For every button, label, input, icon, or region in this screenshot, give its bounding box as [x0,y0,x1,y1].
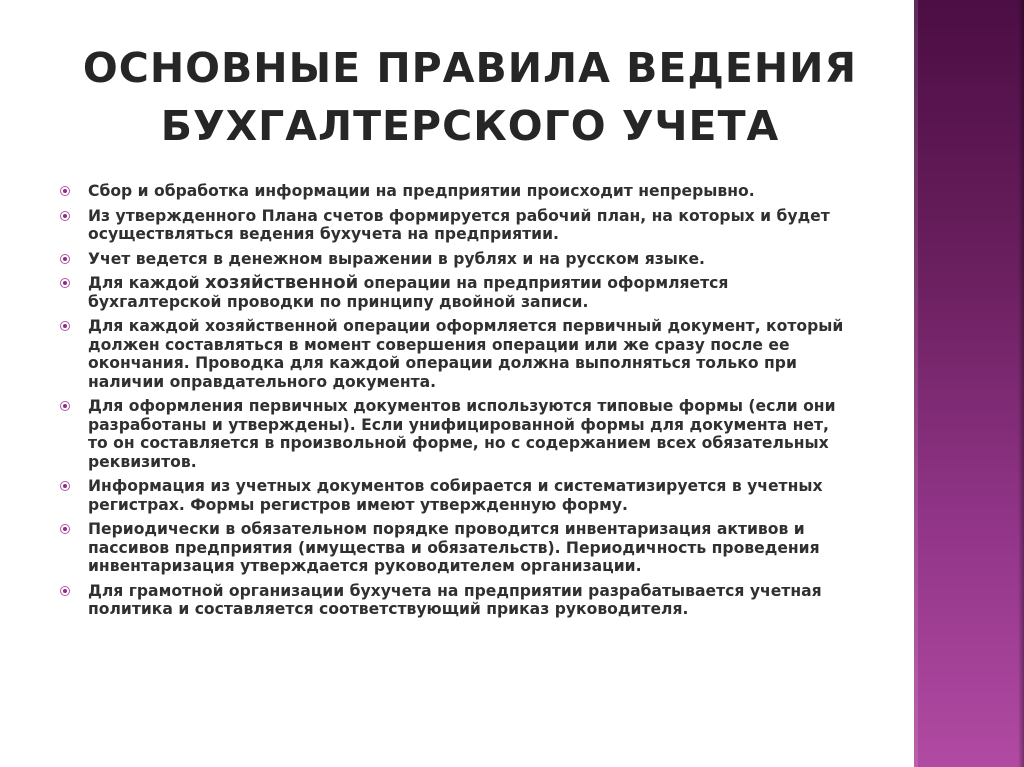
bullet-icon [60,254,70,264]
list-item [60,477,850,514]
list-item [60,317,850,391]
item-text: Информация из учетных документов собирается и систематизируется в учетных регистрах. Формы регистров имеют утвержденную форму. [88,477,823,514]
list-item [60,274,850,311]
title-line-2: БУХГАЛТЕРСКОГО УЧЕТА [160,102,780,151]
list-item [60,520,850,576]
item-text: Для каждой хозяйственной операции оформляется первичный документ, который должен составляться в момент совершения операции или же сразу после ее окончания. Проводка для каждой операции должна выполняться только при наличии оправдательного документа. [88,317,844,391]
list-item [60,397,850,471]
bullet-icon [60,481,70,491]
item-text: Учет ведется в денежном выражении в рублях и на русском языке. [88,249,705,268]
bullet-icon [60,401,70,411]
item-text: операции на предприятии оформляется бухгалтерской проводки по принципу двойной записи. [88,274,729,311]
bullet-icon [60,586,70,596]
decorative-sidebar [914,0,1024,767]
item-text: Для оформления первичных документов используются типовые формы (если они разработаны и утверждены). Если унифицированной формы для документа нет, то он составляется в произвольной форме, но с содержанием всех обязательных реквизитов. [88,397,836,471]
item-text: Сбор и обработка информации на предприятии происходит непрерывно. [88,182,755,200]
bullet-icon [60,186,70,196]
item-text: Для грамотной организации бухучета на предприятии разрабатывается учетная политика и составляется соответствующий приказ руководителя. [88,581,822,618]
bullet-icon [60,211,70,221]
title-line-1: ОСНОВНЫЕ ПРАВИЛА ВЕДЕНИЯ [82,44,858,93]
list-item [60,182,850,201]
item-text: Для каждой [88,274,206,292]
list-item [60,582,850,619]
bullet-icon [60,524,70,534]
item-text: Из утвержденного Плана счетов формируется рабочий план, на которых и будет осуществляться ведения бухучета на предприятии. [88,206,830,243]
list-item [60,250,850,269]
bullet-icon [60,278,70,288]
bullet-icon [60,321,70,331]
bullet-list [60,182,850,625]
item-text: Периодически в обязательном порядке проводится инвентаризация активов и пассивов предприятия (имущества и обязательств). Периодичность проведения инвентаризация утверждается руководителем организации. [88,520,820,575]
list-item [60,207,850,244]
item-emphasis: хозяйственной [205,272,359,293]
slide-title [40,39,900,155]
